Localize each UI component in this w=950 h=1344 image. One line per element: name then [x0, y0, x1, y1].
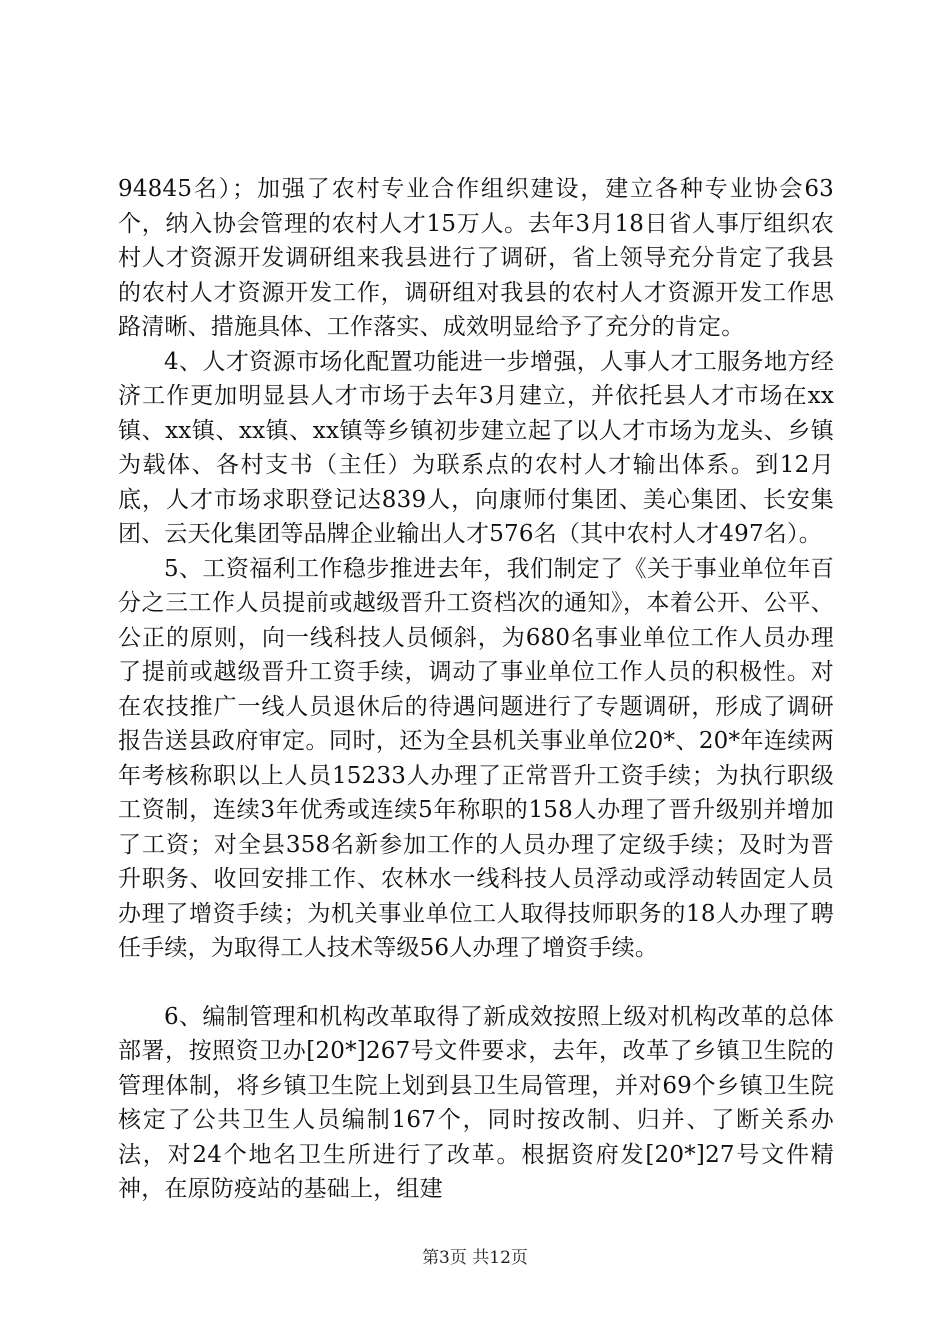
paragraph-spacer [118, 966, 834, 1000]
paragraph-institutional-reform: 6、编制管理和机构改革取得了新成效按照上级对机构改革的总体部署，按照资卫办[20*]267号文件要求，去年，改革了乡镇卫生院的管理体制，将乡镇卫生院上划到县卫生局管理，并对69个乡镇卫生院核定了公共卫生人员编制167个，同时按改制、归并、了断关系办法，对24个地名卫生所进行了改革。根据资府发[20*]27号文件精神，在原防疫站的基础上，组建 [118, 1003, 834, 1202]
page-number-footer: 第3页 共12页 [422, 1248, 528, 1268]
body-text [118, 172, 834, 1207]
paragraph-wages-welfare: 5、工资福利工作稳步推进去年，我们制定了《关于事业单位年百分之三工作人员提前或越级晋升工资档次的通知》，本着公开、公平、公正的原则，向一线科技人员倾斜，为680名事业单位工作人员办理了提前或越级晋升工资手续，调动了事业单位工作人员的积极性。对在农技推广一线人员退休后的待遇问题进行了专题调研，形成了调研报告送县政府审定。同时，还为全县机关事业单位20*、20*年连续两年考核称职以上人员15233人办理了正常晋升工资手续；为执行职级工资制，连续3年优秀或连续5年称职的158人办理了晋升级别并增加了工资；对全县358名新参加工作的人员办理了定级手续；及时为晋升职务、收回安排工作、农林水一线科技人员浮动或浮动转固定人员办理了增资手续；为机关事业单位工人取得技师职务的18人办理了聘任手续，为取得工人技术等级56人办理了增资手续。 [118, 555, 834, 961]
paragraph-talent-market: 4、人才资源市场化配置功能进一步增强，人事人才工服务地方经济工作更加明显县人才市场于去年3月建立，并依托县人才市场在xx镇、xx镇、xx镇、xx镇等乡镇初步建立起了以人才市场为龙头、乡镇为载体、各村支书（主任）为联系点的农村人才输出体系。到12月底，人才市场求职登记达839人，向康师付集团、美心集团、长安集团、云天化集团等品牌企业输出人才576名（其中农村人才497名）。 [118, 348, 834, 547]
paragraph-continued: 94845名）；加强了农村专业合作组织建设，建立各种专业协会63个，纳入协会管理的农村人才15万人。去年3月18日省人事厅组织农村人才资源开发调研组来我县进行了调研，省上领导充分肯定了我县的农村人才资源开发工作，调研组对我县的农村人才资源开发工作思路清晰、措施具体、工作落实、成效明显给予了充分的肯定。 [118, 176, 834, 340]
